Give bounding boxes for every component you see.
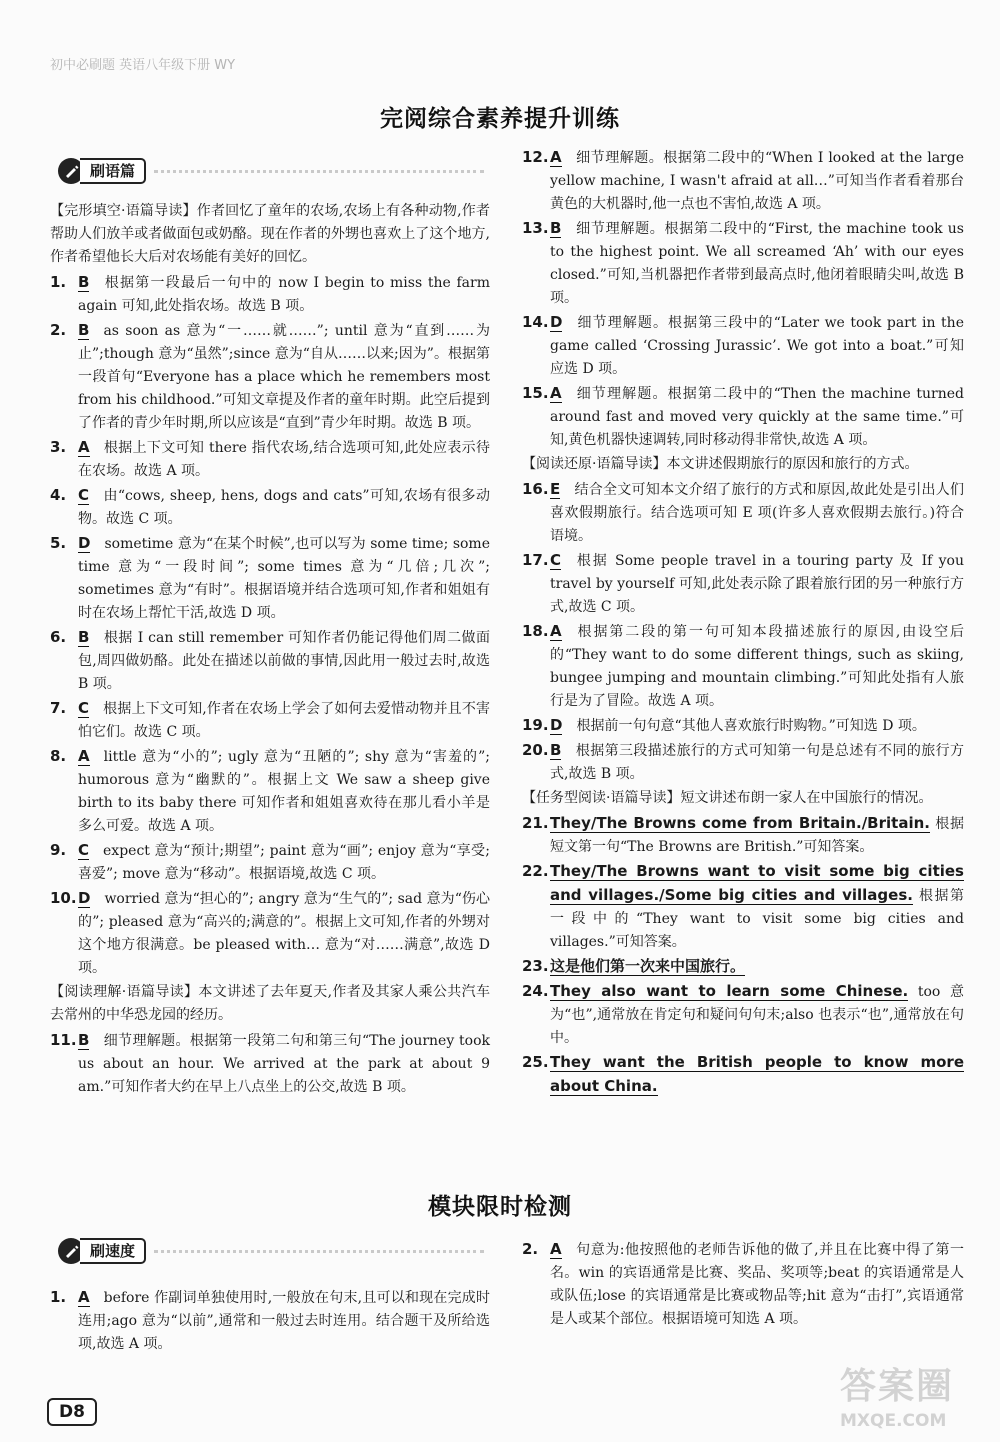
question-number: 12. [522, 148, 549, 166]
question-number: 18. [522, 622, 549, 640]
explanation: 细节理解题。根据第二段中的“When I looked at the large yellow machine, I wasn't afraid at all…”可知当作者看着那台黄色的大机器时,他一点也不害怕,故选 A 项。 [550, 150, 964, 212]
answer-item [522, 549, 964, 619]
watermark-logo [840, 1358, 990, 1438]
question-number: 5. [50, 534, 67, 552]
answer-item [522, 860, 964, 954]
left-column-answers-2 [50, 1286, 490, 1357]
question-number: 6. [50, 628, 67, 646]
answer-choice: B [550, 219, 562, 237]
question-number: 14. [522, 313, 549, 331]
explanation: 根据上下文可知,作者在农场上学会了如何去爱惜动物并且不害怕它们。故选 C 项。 [78, 701, 490, 740]
answer-choice: B [78, 273, 90, 291]
answer-choice: E [550, 480, 561, 498]
explanation: 结合全文可知本文介绍了旅行的方式和原因,故此处是引出人们喜欢假期旅行。结合选项可知 E 项(许多人喜欢假期去旅行。)符合语境。 [550, 482, 964, 544]
question-number: 24. [522, 982, 549, 1000]
explanation: 细节理解题。根据第二段中的“Then the machine turned around fast and moved very quickly at the same time.”可知,黄色机器快速调转,同时移动得非常快,故选 A 项。 [550, 386, 964, 448]
answer-item [522, 311, 964, 381]
answer-choice: B [78, 321, 90, 339]
explanation: sometime 意为“在某个时候”,也可以写为 some time; some time 意为“一段时间”; some times 意为“几倍;几次”; sometimes 意为“有时”。根据语境并结合选项可知,作者和姐姐有时在农场上帮忙干活,故选 D 项。 [78, 536, 490, 621]
answer-choice: D [550, 716, 563, 734]
question-number: 7. [50, 699, 67, 717]
passage-guide: 【阅读还原·语篇导读】本文讲述假期旅行的原因和旅行的方式。 [522, 456, 919, 472]
answer-choice: A [550, 622, 562, 640]
explanation: 句意为:他按照他的老师告诉他的做了,并且在比赛中得了第一名。win 的宾语通常是比赛、奖品、奖项等;beat 的宾语通常是人或队伍;lose 的宾语通常是比赛或物品等;hit 意为“击打”,宾语通常是人或某个部位。根据语境可知选 A 项。 [550, 1242, 964, 1327]
badge-speed [58, 1238, 484, 1264]
question-number: 2. [50, 321, 67, 339]
question-number: 8. [50, 747, 67, 765]
answer-choice: C [78, 699, 90, 717]
answer-choice: B [550, 741, 562, 759]
answer-item [522, 812, 964, 859]
explanation: expect 意为“预计;期望”; paint 意为“画”; enjoy 意为“享受;喜爱”; move 意为“移动”。根据语境,故选 C 项。 [78, 843, 490, 882]
answer-item [50, 532, 490, 625]
explanation: 根据第三段描述旅行的方式可知第一句是总述有不同的旅行方式,故选 B 项。 [550, 743, 964, 782]
explanation: 根据上下文可知 there 指代农场,结合选项可知,此处应表示待在农场。故选 A 项。 [78, 440, 490, 479]
answer-item [50, 887, 490, 980]
answer-item [522, 714, 964, 738]
explanation: as soon as 意为“一……就……”; until 意为“直到……为止”;though 意为“虽然”;since 意为“自从……以来;因为”。根据第一段首句“Everyone has a place which he remembers most from his childhood.”可知文章提及作者的童年时期。此空后提到了作者的青少年时期,所以应该是“直到”青少年时期。故选 B 项。 [78, 323, 490, 431]
explanation: 根据短文第一句“The Browns are British.”可知答案。 [550, 816, 965, 855]
question-number: 22. [522, 862, 549, 880]
question-number: 1. [50, 1288, 67, 1306]
answer-item [522, 1051, 964, 1099]
section-title-module-test: 模块限时检测 [428, 1194, 572, 1220]
answer-item [50, 1286, 490, 1356]
question-number: 15. [522, 384, 549, 402]
answer-item [50, 626, 490, 696]
question-number: 20. [522, 741, 549, 759]
answer-choice: C [550, 551, 562, 569]
question-number: 21. [522, 814, 549, 832]
answer-item [522, 980, 964, 1050]
explanation: 根据 Some people travel in a touring party 及 If you travel by yourself 可知,此处表示除了跟着旅行团的另一种旅行方式,故选 C 项。 [550, 553, 964, 615]
answer-text: They/The Browns want to visit some big cities and villages./Some big cities and villages. [550, 862, 964, 904]
answer-item [522, 955, 964, 979]
passage-guide: 【阅读理解·语篇导读】本文讲述了去年夏天,作者及其家人乘公共汽车去常州的中华恐龙园的经历。 [50, 984, 490, 1023]
answer-item [50, 484, 490, 531]
running-header: 初中必刷题 英语八年级下册 WY [50, 58, 236, 73]
badge-reading [58, 158, 484, 184]
answer-item [522, 1238, 964, 1331]
explanation: 根据 I can still remember 可知作者仍能记得他们周二做面包,周四做奶酪。此处在描述以前做的事情,因此用一般过去时,故选 B 项。 [78, 630, 490, 692]
answer-item [50, 697, 490, 744]
question-number: 1. [50, 273, 67, 291]
answer-item [522, 382, 964, 452]
page-number: D8 [47, 1398, 97, 1426]
explanation: 根据第一段最后一句中的 now I begin to miss the farm again 可知,此处指农场。故选 B 项。 [78, 275, 490, 314]
question-number: 13. [522, 219, 549, 237]
answer-item [522, 478, 964, 548]
answer-choice: B [78, 1031, 90, 1049]
answer-choice: A [78, 1288, 90, 1306]
explanation: too 意为“也”,通常放在肯定句和疑问句句末;also 也表示“也”,通常放在句中。 [550, 984, 965, 1046]
question-number: 16. [522, 480, 549, 498]
answer-item [522, 217, 964, 310]
question-number: 10. [50, 889, 77, 907]
explanation: 根据第二段的第一句可知本段描述旅行的原因,由设空后的“They want to do some different things, such as skiing, bungee jumping and mountain climbing.”可知此处指有人旅行是为了冒险。故选 A 项。 [550, 624, 964, 709]
question-number: 2. [522, 1240, 539, 1258]
question-number: 3. [50, 438, 67, 456]
answer-choice: D [78, 534, 91, 552]
answer-item [50, 1029, 490, 1099]
explanation: 根据第一段中的“They want to visit some big cities and villages.”可知答案。 [550, 888, 965, 950]
answer-choice: A [78, 438, 90, 456]
question-number: 23. [522, 957, 549, 975]
question-number: 11. [50, 1031, 77, 1049]
explanation: 由“cows, sheep, hens, dogs and cats”可知,农场有很多动物。故选 C 项。 [78, 488, 490, 527]
question-number: 17. [522, 551, 549, 569]
dotted-divider [154, 1250, 484, 1253]
answer-choice: A [550, 384, 562, 402]
answer-item [522, 146, 964, 216]
section-title-training: 完阅综合素养提升训练 [380, 106, 620, 132]
answer-choice: B [78, 628, 90, 646]
explanation: 细节理解题。根据第三段中的“Later we took part in the game called ‘Crossing Jurassic’. We got into a boat.”可知应选 D 项。 [550, 315, 964, 377]
watermark-url: MXQE.COM [840, 1411, 947, 1431]
left-column-answers [50, 200, 490, 1100]
answer-item [522, 739, 964, 786]
passage-guide: 【完形填空·语篇导读】作者回忆了童年的农场,农场上有各种动物,作者帮助人们放羊或者做面包或奶酪。现在作者的外甥也喜欢上了这个地方,作者希望他长大后对农场能有美好的回忆。 [50, 203, 490, 265]
explanation: little 意为“小的”; ugly 意为“丑陋的”; shy 意为“害羞的”; humorous 意为“幽默的”。根据上文 We saw a sheep give birth to its baby there 可知作者和姐姐喜欢待在那儿看小羊是多么可爱。故选 A 项。 [78, 749, 490, 834]
watermark-text: 答案圈 [840, 1366, 955, 1407]
answer-choice: D [550, 313, 563, 331]
answer-text: 这是他们第一次来中国旅行。 [550, 957, 746, 975]
answer-choice: A [78, 747, 90, 765]
question-number: 9. [50, 841, 67, 859]
answer-item [50, 745, 490, 838]
passage-guide: 【任务型阅读·语篇导读】短文讲述布朗一家人在中国旅行的情况。 [522, 790, 933, 806]
dotted-divider [154, 170, 484, 173]
answer-text: They/The Browns come from Britain./Britain. [550, 814, 930, 832]
answer-text: They want the British people to know more about China. [550, 1053, 964, 1095]
right-column-answers [522, 146, 964, 1100]
answer-choice: A [550, 148, 562, 166]
answer-item [522, 620, 964, 713]
answer-item [50, 839, 490, 886]
explanation: 细节理解题。根据第一段第二句和第三句“The journey took us about an hour. We arrived at the park at about 9 am.”可知作者大约在早上八点坐上的公交,故选 B 项。 [78, 1033, 490, 1095]
answer-item [50, 319, 490, 435]
answer-choice: D [78, 889, 91, 907]
question-number: 19. [522, 716, 549, 734]
answer-choice: C [78, 486, 90, 504]
question-number: 25. [522, 1053, 549, 1071]
explanation: before 作副词单独使用时,一般放在句末,且可以和现在完成时连用;ago 意为“以前”,通常和一般过去时连用。结合题干及所给选项,故选 A 项。 [78, 1290, 490, 1352]
answer-choice: A [550, 1240, 562, 1258]
answer-choice: C [78, 841, 90, 859]
badge-label: 刷速度 [80, 1238, 146, 1264]
answer-item [50, 436, 490, 483]
explanation: 根据前一句句意“其他人喜欢旅行时购物。”可知选 D 项。 [576, 718, 926, 734]
explanation: 细节理解题。根据第二段中的“First, the machine took us to the highest point. We all screamed ‘Ah’ with our eyes closed.”可知,当机器把作者带到最高点时,他闭着眼睛尖叫,故选 B 项。 [550, 221, 964, 306]
question-number: 4. [50, 486, 67, 504]
right-column-answers-2 [522, 1238, 964, 1332]
answer-text: They also want to learn some Chinese. [550, 982, 909, 1000]
badge-label: 刷语篇 [80, 158, 146, 184]
answer-item [50, 271, 490, 318]
explanation: worried 意为“担心的”; angry 意为“生气的”; sad 意为“伤心的”; pleased 意为“高兴的;满意的”。根据上文可知,作者的外甥对这个地方很满意。be pleased with… 意为“对……满意”,故选 D 项。 [78, 891, 490, 976]
